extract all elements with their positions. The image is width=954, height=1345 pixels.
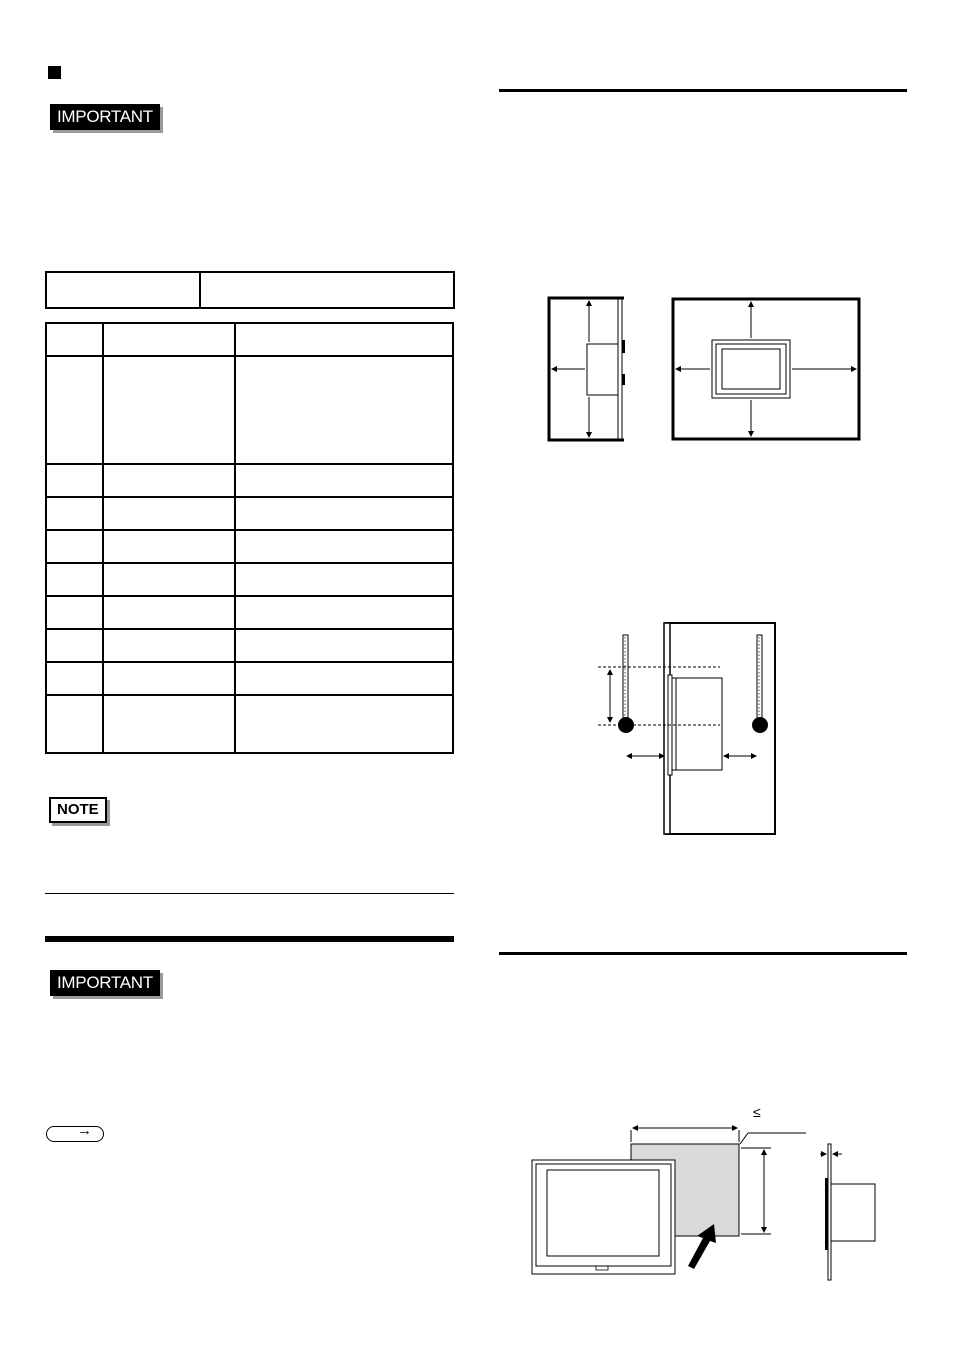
table-cell — [46, 497, 103, 530]
table-cell — [46, 464, 103, 497]
table-cell — [103, 596, 235, 629]
section-bullet-icon — [48, 66, 61, 79]
table-row — [46, 629, 453, 662]
table-row — [46, 323, 453, 356]
table-cell — [46, 356, 103, 464]
table-cell — [103, 695, 235, 753]
arrow-right-icon: → — [77, 1122, 92, 1139]
table-cell — [103, 530, 235, 563]
note-badge-label: NOTE — [57, 801, 99, 818]
table-cell — [103, 563, 235, 596]
table-cell — [235, 662, 453, 695]
table-row — [46, 596, 453, 629]
section-heading-rule — [499, 89, 907, 92]
panel-thickness-annotation: ≤ — [753, 1104, 761, 1120]
table-cell — [235, 563, 453, 596]
important-badge-label: IMPORTANT — [57, 107, 153, 126]
table-row — [46, 563, 453, 596]
table-cell — [46, 530, 103, 563]
table-cell — [103, 464, 235, 497]
reference-link[interactable] — [46, 1122, 104, 1142]
table-row — [46, 356, 453, 464]
table-cell — [103, 629, 235, 662]
front-clearance-diagram — [668, 294, 864, 444]
table-cell — [235, 629, 453, 662]
section-heading-rule — [45, 936, 454, 942]
table-cell — [103, 662, 235, 695]
summary-table — [45, 271, 455, 309]
table-cell — [46, 323, 103, 356]
side-clearance-diagram — [540, 290, 632, 448]
thin-divider — [45, 893, 454, 894]
important-badge — [50, 104, 160, 130]
table-cell — [235, 530, 453, 563]
table-cell — [103, 356, 235, 464]
table-row — [46, 530, 453, 563]
important-badge-label: IMPORTANT — [57, 973, 153, 992]
note-badge — [49, 797, 107, 823]
table-row — [46, 497, 453, 530]
table-row — [46, 464, 453, 497]
table-cell — [46, 662, 103, 695]
table-cell — [103, 497, 235, 530]
table-cell — [103, 323, 235, 356]
table-cell — [235, 695, 453, 753]
table-cell — [235, 464, 453, 497]
table-cell — [46, 629, 103, 662]
section-heading-rule — [499, 952, 907, 955]
heat-source-distance-diagram — [590, 615, 785, 840]
summary-cell — [46, 272, 200, 308]
important-badge — [50, 970, 160, 996]
table-cell — [235, 596, 453, 629]
panel-installation-diagram — [528, 1100, 888, 1285]
table-cell — [46, 695, 103, 753]
table-cell — [235, 356, 453, 464]
summary-cell — [200, 272, 454, 308]
spec-table — [45, 322, 454, 754]
table-cell — [235, 497, 453, 530]
table-cell — [46, 563, 103, 596]
table-cell — [46, 596, 103, 629]
table-row — [46, 662, 453, 695]
table-row — [46, 695, 453, 753]
table-cell — [235, 323, 453, 356]
